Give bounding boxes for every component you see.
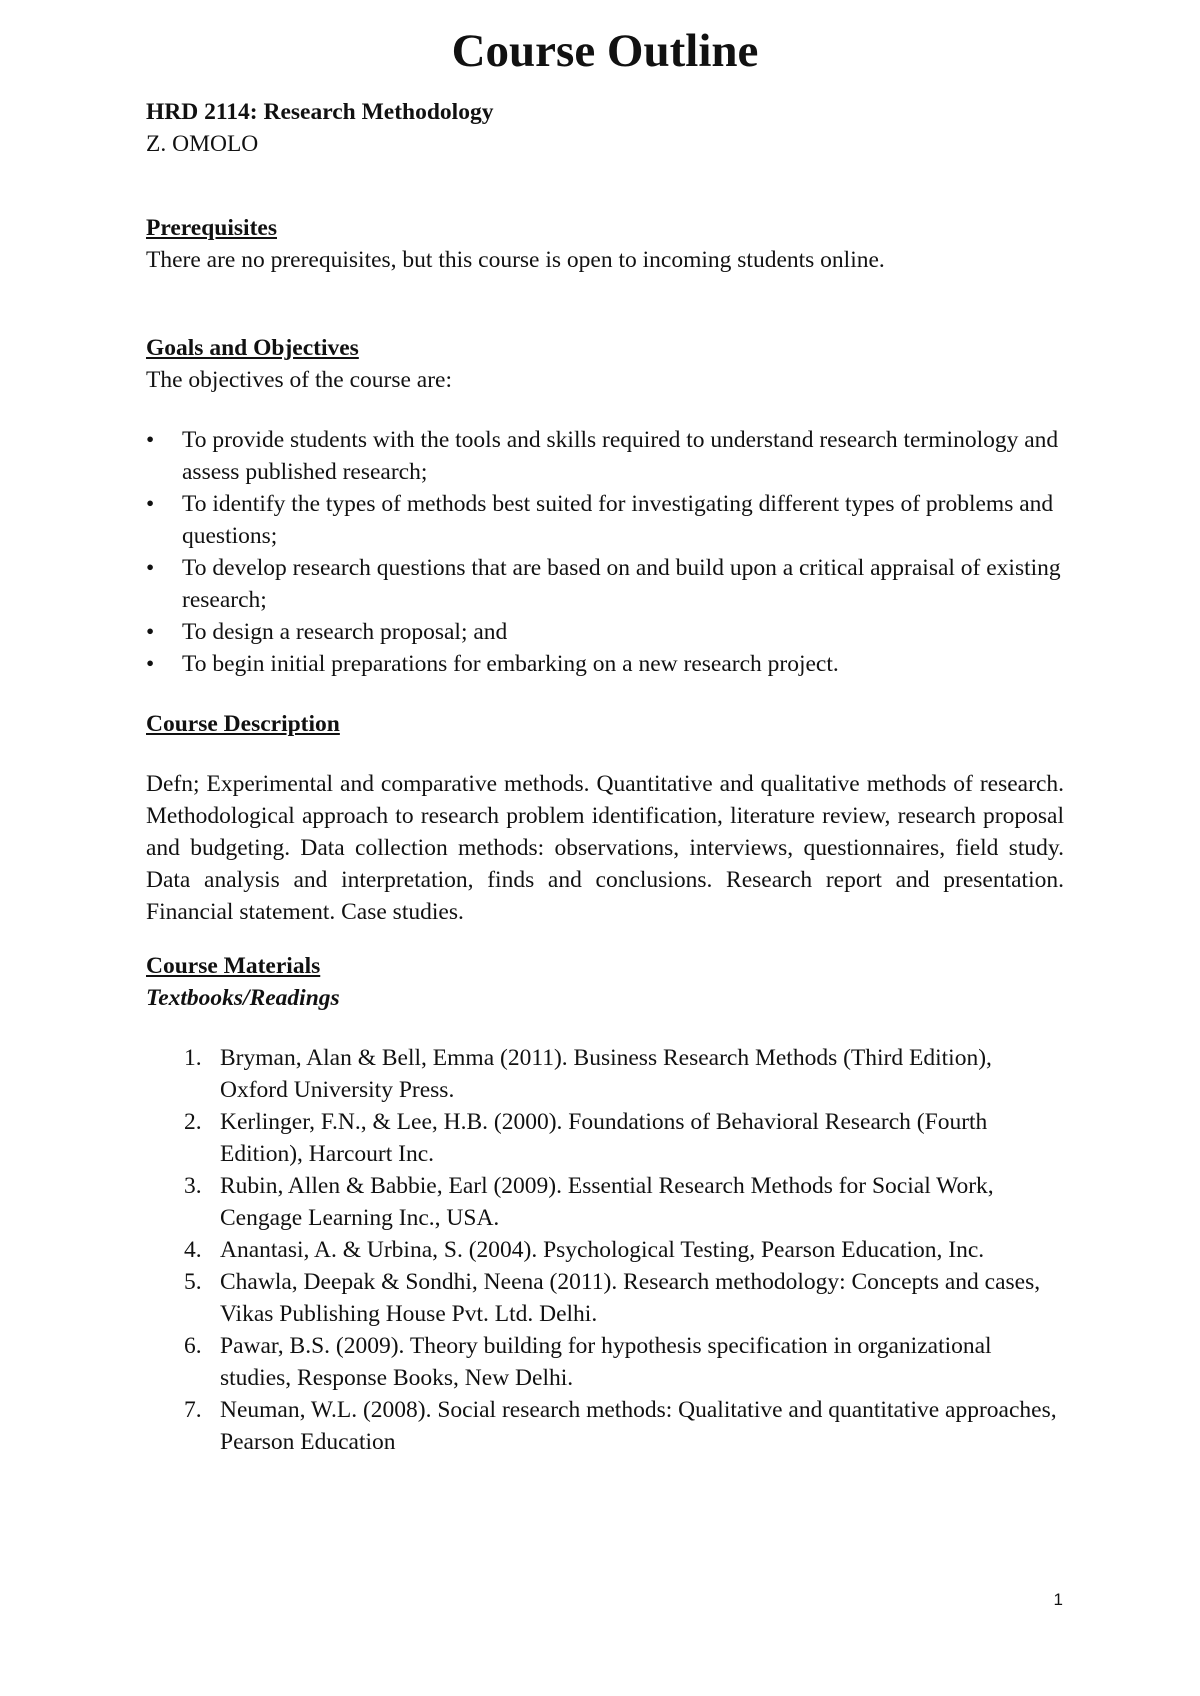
objective-text: To provide students with the tools and skills required to understand research terminology and assess published research; [182,427,1059,485]
prerequisites-section [146,212,1064,276]
objectives-list [146,424,1064,680]
document-title: Course Outline [451,25,759,77]
reference-number: 2. [184,1109,202,1135]
prerequisites-heading: Prerequisites [146,215,277,241]
materials-heading: Course Materials [146,953,321,979]
objective-item [146,552,1064,616]
reference-number: 4. [184,1237,202,1263]
bullet-icon: • [146,427,155,453]
materials-section [146,950,1064,1458]
objective-text: To identify the types of methods best suited for investigating different types of problems and questions; [182,491,1054,549]
reference-number: 7. [184,1397,202,1423]
reference-number: 1. [184,1045,202,1071]
reference-number: 5. [184,1269,202,1295]
reference-text: Neuman, W.L. (2008). Social research methods: Qualitative and quantitative approaches, Pearson Education [220,1397,1057,1455]
reference-text: Anantasi, A. & Urbina, S. (2004). Psychological Testing, Pearson Education, Inc. [220,1237,985,1263]
reference-text: Pawar, B.S. (2009). Theory building for hypothesis specification in organizational studies, Response Books, New Delhi. [220,1333,992,1391]
reference-item [184,1042,1064,1106]
readings-subheading: Textbooks/Readings [146,985,340,1011]
references-list [184,1042,1064,1458]
instructor-name: Z. OMOLO [146,131,259,157]
goals-heading: Goals and Objectives [146,335,359,361]
objective-text: To begin initial preparations for embarking on a new research project. [182,651,839,677]
objective-text: To design a research proposal; and [182,619,508,645]
objective-item [146,424,1064,488]
bullet-icon: • [146,555,155,581]
objective-item [146,616,1064,648]
reference-text: Chawla, Deepak & Sondhi, Neena (2011). Research methodology: Concepts and cases, Vikas Publishing House Pvt. Ltd. Delhi. [220,1269,1041,1327]
reference-text: Kerlinger, F.N., & Lee, H.B. (2000). Foundations of Behavioral Research (Fourth Edition), Harcourt Inc. [220,1109,988,1167]
bullet-icon: • [146,491,155,517]
objective-item [146,648,1064,680]
objective-text: To develop research questions that are based on and build upon a critical appraisal of existing research; [182,555,1061,613]
reference-item [184,1394,1064,1458]
goals-section [146,332,1064,680]
description-text: Defn; Experimental and comparative methods. Quantitative and qualitative methods of research. Methodological approach to research problem identification, literature review, research proposal and budgeting. Data collection methods: observations, interviews, questionnaires, field study. Data analysis and interpretation, finds and conclusions. Research report and presentation. Financial statement. Case studies. [146,771,1064,925]
bullet-icon: • [146,651,155,677]
description-heading: Course Description [146,711,340,737]
reference-item [184,1266,1064,1330]
reference-item [184,1234,1064,1266]
page-number: 1 [1053,1590,1063,1609]
document-page [146,25,1064,1458]
reference-text: Rubin, Allen & Babbie, Earl (2009). Essential Research Methods for Social Work, Cengage Learning Inc., USA. [220,1173,994,1231]
reference-text: Bryman, Alan & Bell, Emma (2011). Business Research Methods (Third Edition), Oxford University Press. [220,1045,992,1103]
description-section [146,708,1064,928]
reference-number: 6. [184,1333,202,1359]
reference-item [184,1330,1064,1394]
reference-number: 3. [184,1173,202,1199]
objective-item [146,488,1064,552]
bullet-icon: • [146,619,155,645]
course-code-title: HRD 2114: Research Methodology [146,99,494,125]
prerequisites-text: There are no prerequisites, but this course is open to incoming students online. [146,247,885,273]
goals-intro: The objectives of the course are: [146,367,453,393]
reference-item [184,1106,1064,1170]
reference-item [184,1170,1064,1234]
